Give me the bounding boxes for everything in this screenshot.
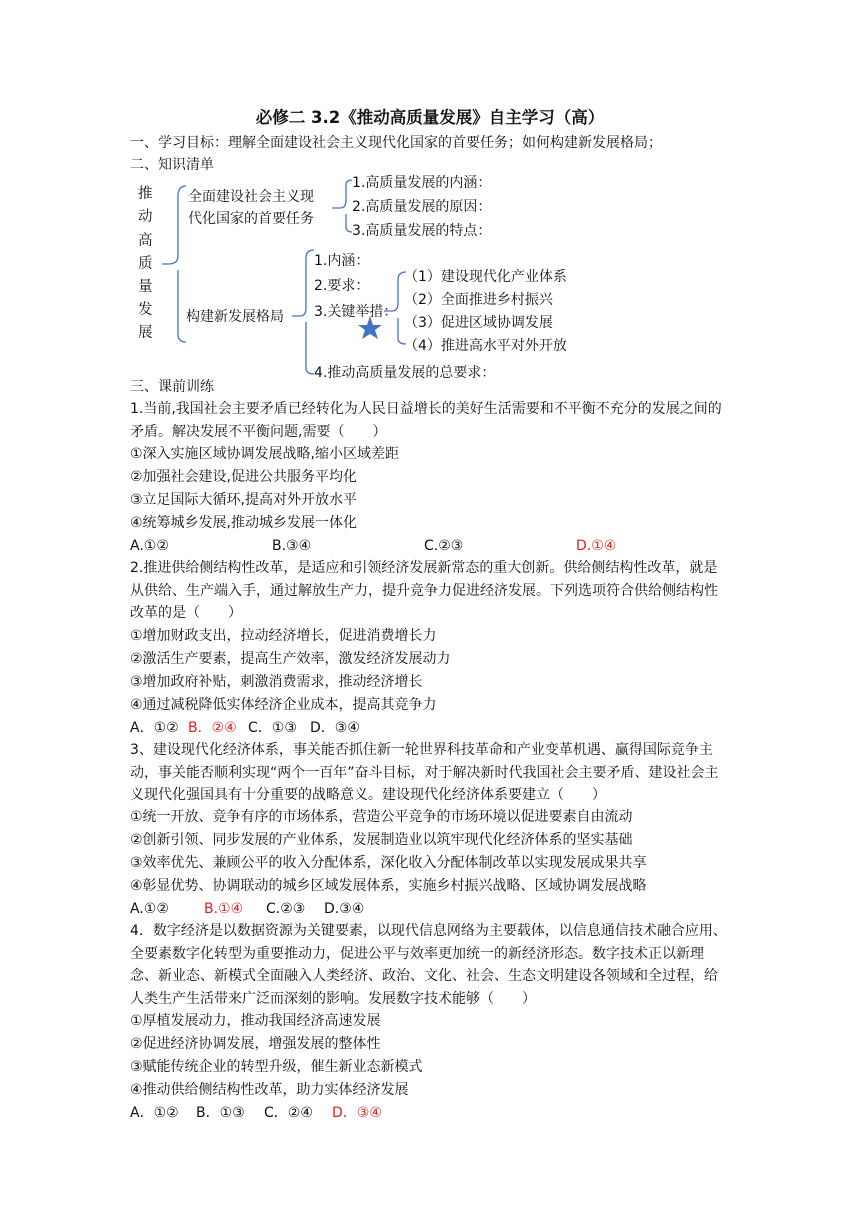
question-3-option: ②创新引领、同步发展的产业体系，发展制造业以筑牢现代化经济体系的坚实基础 <box>130 832 633 848</box>
question-3-option: ③效率优先、兼顾公平的收入分配体系，深化收入分配体制改革以实现发展成果共享 <box>130 855 647 871</box>
question-1-stem: 1.当前,我国社会主要矛盾已经转化为人民日益增长的美好生活需要和不平衡不充分的发展之间的矛盾。解决发展不平衡问题,需要（ ） <box>130 401 722 440</box>
question-4-option: ②促进经济协调发展，增强发展的整体性 <box>130 1036 381 1052</box>
question-1-choice-a: A.①② <box>130 538 169 554</box>
question-3-option: ④彰显优势、协调联动的城乡区域发展体系，实施乡村振兴战略、区域协调发展战略 <box>130 878 647 894</box>
question-2-option: ①增加财政支出，拉动经济增长，促进消费增长力 <box>130 628 437 644</box>
question-4-option: ④推动供给侧结构性改革，助力实体经济发展 <box>130 1082 409 1098</box>
question-1-choice-b: B.③④ <box>272 538 312 554</box>
question-4-choice-a: A．①② <box>130 1105 179 1121</box>
question-1-choice-c: C.②③ <box>424 538 464 554</box>
measure-item: （2）全面推进乡村振兴 <box>404 292 553 308</box>
root-char: 展 <box>138 325 153 341</box>
question-4-stem: 4．数字经济是以数据资源为关键要素，以现代信息网络为主要载体，以信息通信技术融合应用、全要素数字化转型为重要推动力，促进公平与效率更加统一的新经济形态。数字技术正以新理念、新业态、新模式全面融入人类经济、政治、文化、社会、生态文明建设各领域和全过程，给人类生产生活带来广泛而深刻的影响。发展数字技术能够（ ） <box>130 923 727 1007</box>
question-3-choice-d: D.③④ <box>324 901 365 917</box>
question-1-option: ②加强社会建设,促进公共服务平均化 <box>130 469 358 485</box>
branch2-label: 构建新发展格局 <box>186 309 284 325</box>
question-2-option: ②激活生产要素，提高生产效率，激发经济发展动力 <box>130 651 451 667</box>
branch2-item: 3.关键举措： <box>314 304 398 320</box>
question-2-choice-c: C．①③ <box>248 720 297 736</box>
question-2-answer: B．②④ <box>188 720 237 736</box>
branch1-item: 2.高质量发展的原因： <box>352 199 492 215</box>
section-knowledge-list: 二、知识清单 <box>130 157 214 173</box>
question-2-option: ③增加政府补贴，刺激消费需求，推动经济增长 <box>130 674 423 690</box>
question-2-choice-a: A．①② <box>130 720 179 736</box>
question-2-stem: 2.推进供给侧结构性改革，是适应和引领经济发展新常态的重大创新。供给侧结构性改革，就是从供给、生产端入手，通过解放生产力，提升竞争力促进经济发展。下列选项符合供给侧结构性改革的是（ ） <box>130 560 718 621</box>
question-4-option: ③赋能传统企业的转型升级，催生新业态新模式 <box>130 1059 423 1075</box>
branch2-item: 4.推动高质量发展的总要求： <box>314 365 496 381</box>
question-1-option: ③立足国际大循环,提高对外开放水平 <box>130 492 358 508</box>
branch1-label-line1: 全面建设社会主义现 <box>188 189 314 205</box>
measure-item: （3）促进区域协调发展 <box>404 315 553 331</box>
question-4-answer: D．③④ <box>332 1105 382 1121</box>
learning-goals: 一、学习目标：理解全面建设社会主义现代化国家的首要任务；如何构建新发展格局； <box>130 135 662 151</box>
question-3-choice-c: C.②③ <box>266 901 306 917</box>
question-1-answer: D.①④ <box>576 538 617 554</box>
question-3-choice-a: A.①② <box>130 901 169 917</box>
question-2-choice-d: D．③④ <box>310 720 360 736</box>
question-3-option: ①统一开放、竞争有序的市场体系，营造公平竞争的市场环境以促进要素自由流动 <box>130 809 633 825</box>
question-3-answer: B.①④ <box>204 901 244 917</box>
root-char: 动 <box>138 209 153 225</box>
measure-item: （4）推进高水平对外开放 <box>404 338 567 354</box>
question-1-option: ④统筹城乡发展,推动城乡发展一体化 <box>130 515 358 531</box>
measure-item: （1）建设现代化产业体系 <box>404 269 567 285</box>
root-char: 量 <box>138 279 153 295</box>
root-char: 质 <box>138 256 153 272</box>
branch1-label-line2: 代化国家的首要任务 <box>188 211 314 227</box>
branch1-item: 1.高质量发展的内涵： <box>352 175 492 191</box>
branch2-item: 1.内涵： <box>314 253 370 269</box>
question-4-option: ①厚植发展动力，推动我国经济高速发展 <box>130 1013 381 1029</box>
question-2-option: ④通过减税降低实体经济企业成本，提高其竞争力 <box>130 697 437 713</box>
branch2-item: 2.要求： <box>314 278 370 294</box>
page-title: 必修二 3.2《推动高质量发展》自主学习（高） <box>255 108 605 127</box>
branch1-item: 3.高质量发展的特点： <box>352 223 492 239</box>
section-pre-class-training: 三、课前训练 <box>130 379 214 395</box>
root-char: 高 <box>138 233 153 249</box>
question-1-option: ①深入实施区域协调发展战略,缩小区域差距 <box>130 446 399 462</box>
question-3-stem: 3、建设现代化经济体系，事关能否抓住新一轮世界科技革命和产业变革机遇、赢得国际竞争主动，事关能否顺利实现“两个一百年”奋斗目标，对于解决新时代我国社会主要矛盾、建设社会主义现代化强国具有十分重要的战略意义。建设现代化经济体系要建立（ ） <box>130 742 719 803</box>
question-4-choice-c: C．②④ <box>264 1105 313 1121</box>
root-char: 发 <box>138 302 153 318</box>
root-char: 推 <box>138 186 153 202</box>
question-4-choice-b: B．①③ <box>196 1105 245 1121</box>
